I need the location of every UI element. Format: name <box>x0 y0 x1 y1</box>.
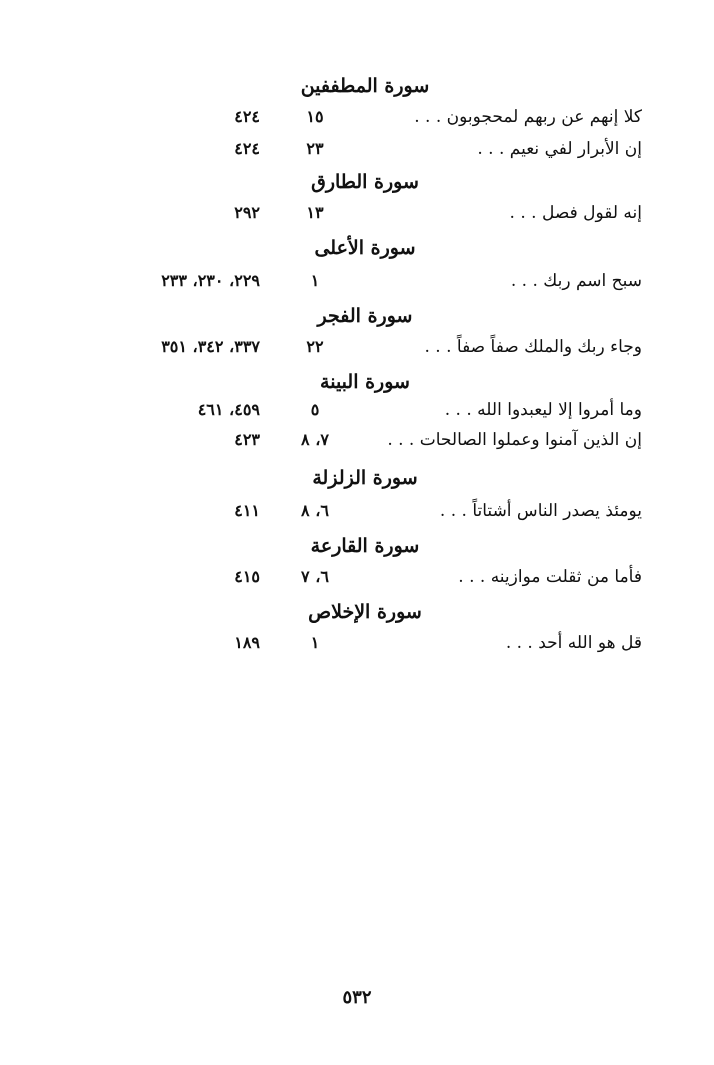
surah-heading: سورة الطارق <box>311 171 419 193</box>
ayah-number: ٧، ٨ <box>301 430 329 449</box>
ayah-number: ٢٢ <box>306 337 324 356</box>
ayah-number: ٦، ٧ <box>301 567 329 586</box>
ayah-number: ١ <box>310 633 320 652</box>
page-references: ١٨٩ <box>234 633 260 652</box>
page-references: ٤١٥ <box>234 567 260 586</box>
verse-text: وجاء ربك والملك صفاً صفاً . . . <box>424 337 642 357</box>
page-references: ٤٢٤ <box>234 107 260 126</box>
surah-heading: سورة الزلزلة <box>312 467 418 489</box>
ayah-number: ٥ <box>310 400 320 419</box>
page-references: ٤٢٣ <box>234 430 260 449</box>
ayah-number: ١٣ <box>306 203 324 222</box>
surah-heading: سورة الأعلى <box>314 237 416 259</box>
ayah-number: ٢٣ <box>306 139 324 158</box>
page-references: ٣٣٧، ٣٤٢، ٣٥١ <box>161 337 260 356</box>
verse-text: قل هو الله أحد . . . <box>505 633 642 653</box>
verse-text: إن الأبرار لفي نعيم . . . <box>477 139 642 159</box>
surah-heading: سورة الإخلاص <box>308 601 422 623</box>
ayah-number: ٦، ٨ <box>301 501 329 520</box>
surah-heading: سورة المطففين <box>300 75 430 97</box>
verse-text: إن الذين آمنوا وعملوا الصالحات . . . <box>387 430 642 450</box>
verse-text: فأما من ثقلت موازينه . . . <box>458 567 642 587</box>
verse-text: يومئذ يصدر الناس أشتاتاً . . . <box>439 501 642 521</box>
verse-text: إنه لقول فصل . . . <box>509 203 642 223</box>
page-references: ٢٩٢ <box>234 203 260 222</box>
surah-heading: سورة البينة <box>320 371 410 393</box>
surah-heading: سورة الفجر <box>317 305 413 327</box>
ayah-number: ١٥ <box>306 107 324 126</box>
surah-heading: سورة القارعة <box>310 535 420 557</box>
verse-text: سبح اسم ربك . . . <box>510 271 642 291</box>
page-references: ٤١١ <box>234 501 260 520</box>
verse-text: وما أمروا إلا ليعبدوا الله . . . <box>444 400 642 420</box>
page-references: ٤٥٩، ٤٦١ <box>197 400 260 419</box>
page-references: ٤٢٤ <box>234 139 260 158</box>
page-references: ٢٢٩، ٢٣٠، ٢٣٣ <box>161 271 260 290</box>
ayah-number: ١ <box>310 271 320 290</box>
page-number: ٥٣٢ <box>342 987 372 1008</box>
verse-text: كلا إنهم عن ربهم لمحجوبون . . . <box>414 107 642 127</box>
